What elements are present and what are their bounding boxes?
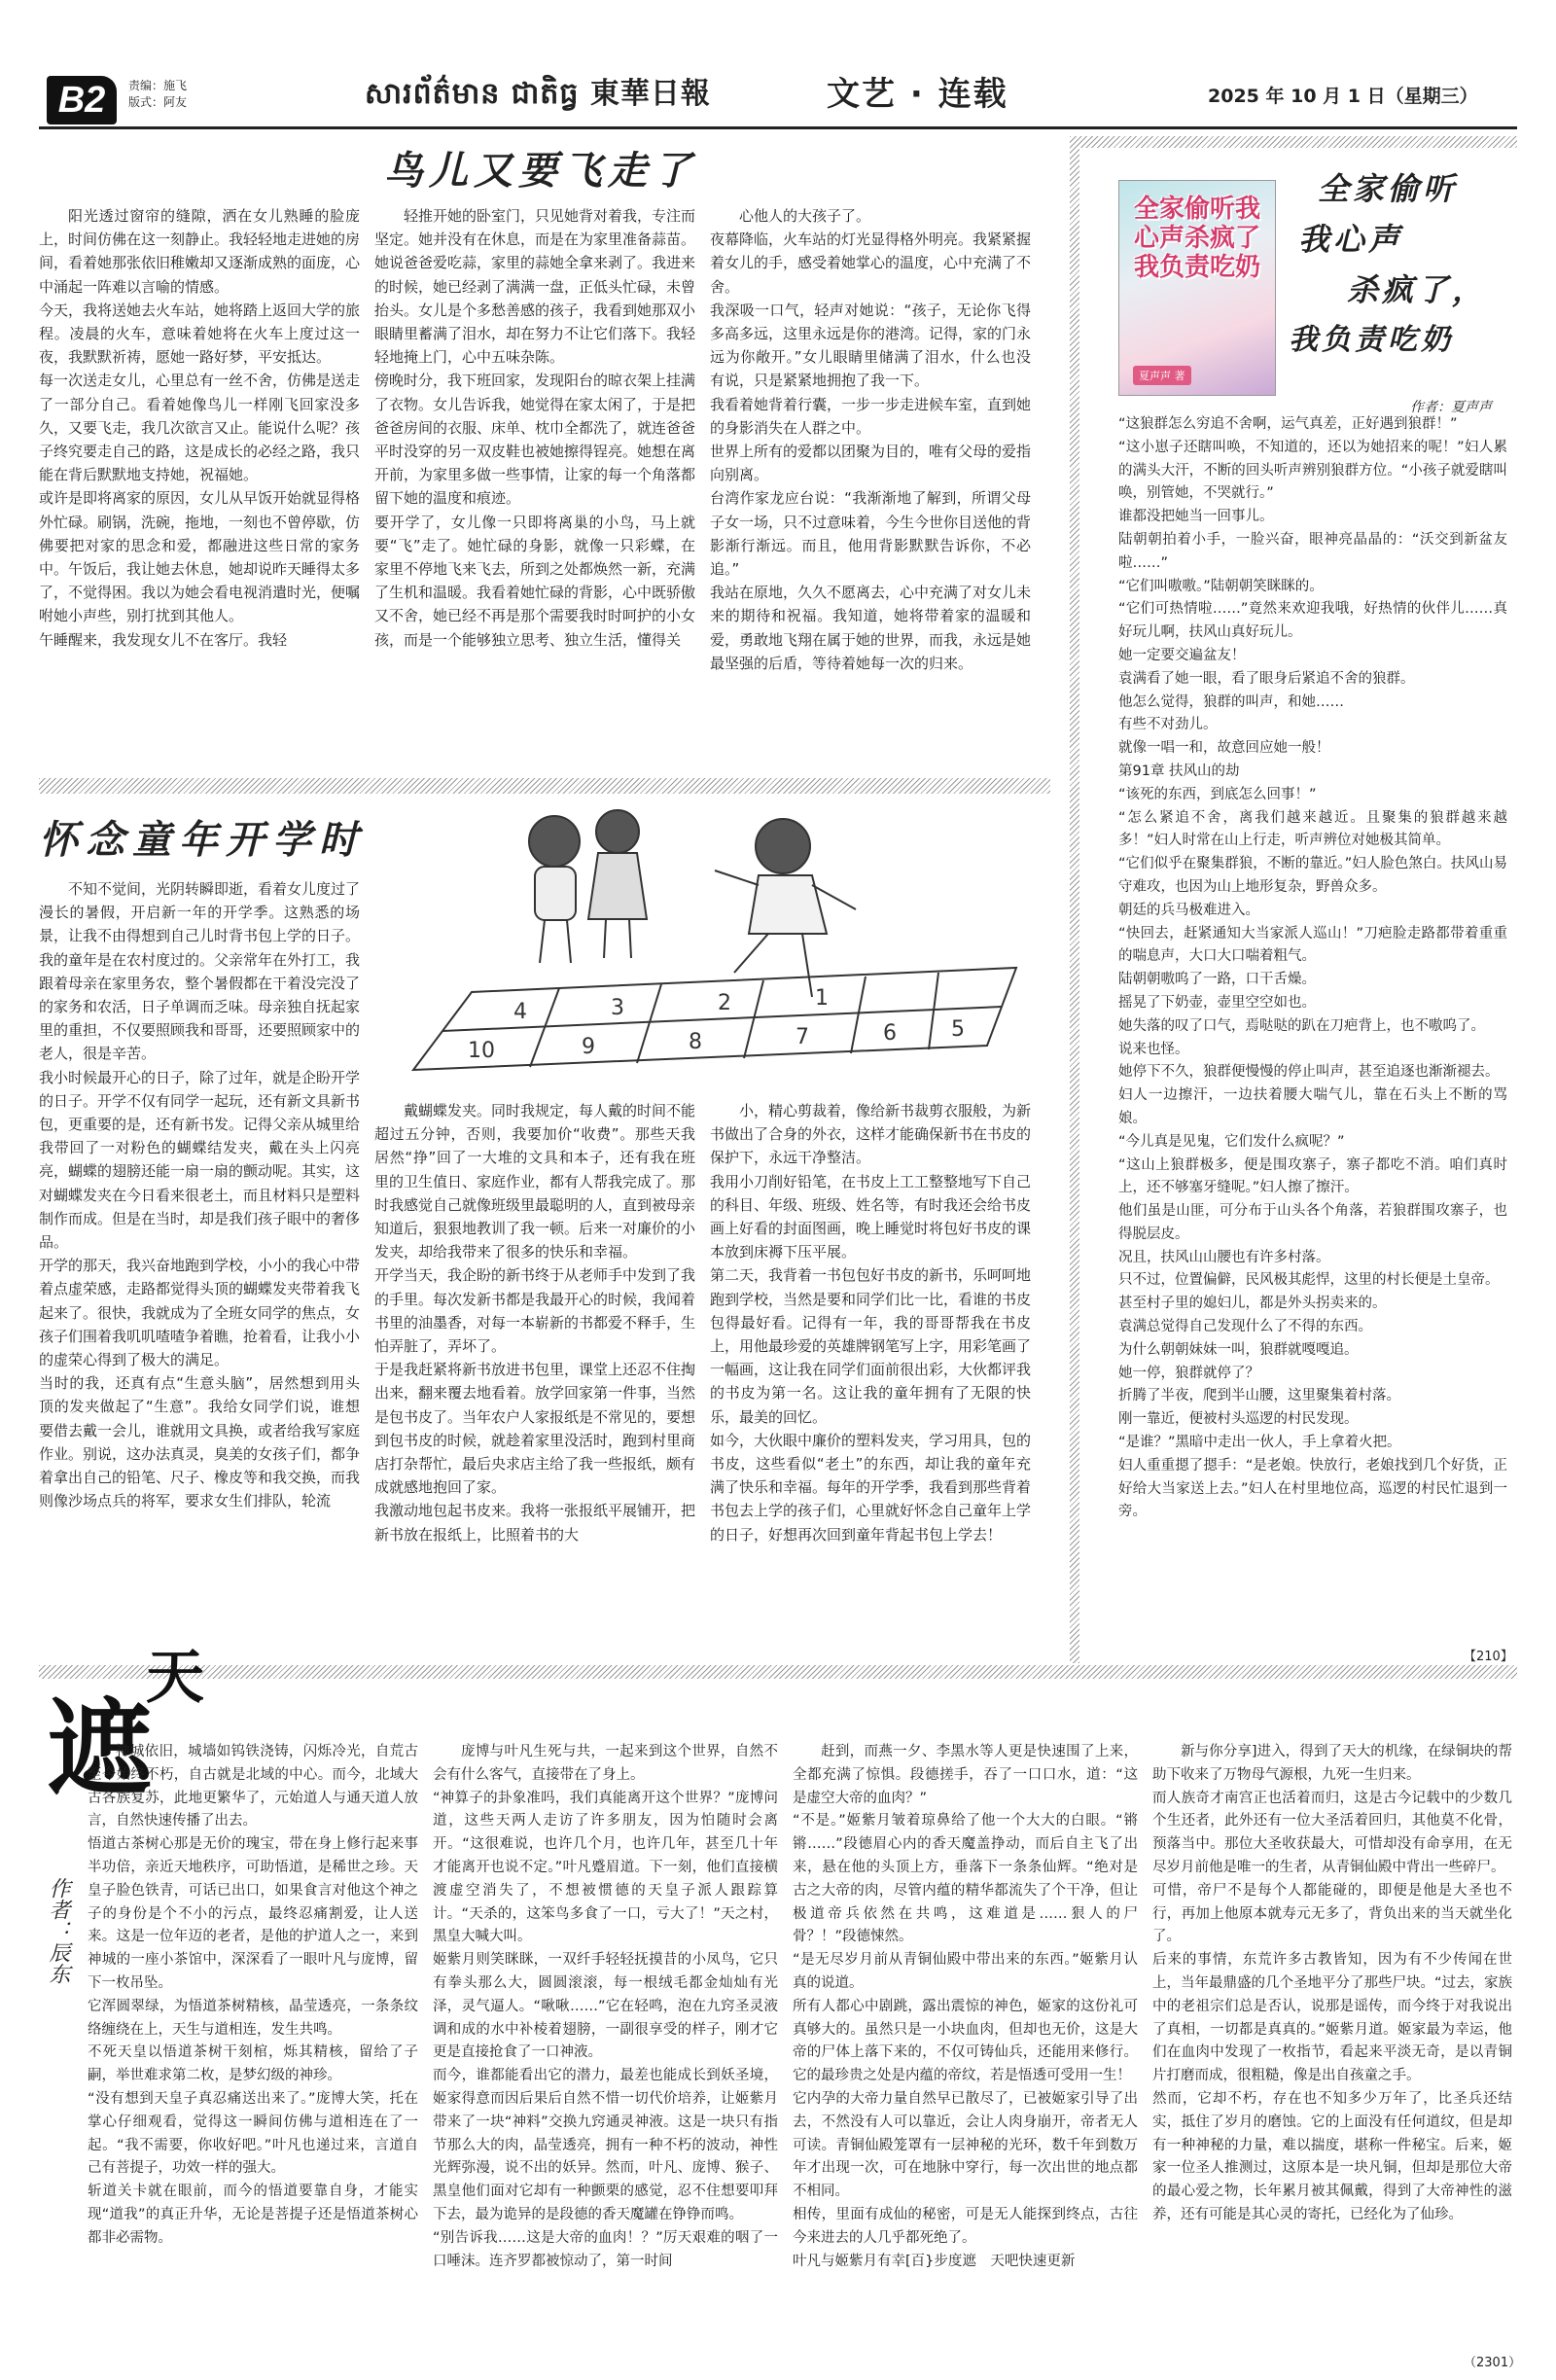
serial-title-line: 全家偷听 xyxy=(1318,170,1459,207)
sidebar-border-left xyxy=(1070,136,1079,1663)
hopscotch-number: 9 xyxy=(582,1035,595,1059)
editor-credits xyxy=(128,78,187,111)
article-title: 鸟儿又要飞走了 xyxy=(384,148,697,194)
serial-installment-code: 【210】 xyxy=(1464,1650,1513,1664)
article1-column-2 xyxy=(374,204,695,780)
article2-column-1 xyxy=(39,877,360,1655)
serial-title-small: 天 xyxy=(146,1644,204,1712)
newspaper-masthead: សារព័ត៌មាន ជាតិធ្វ 東華日報 xyxy=(365,77,711,111)
article3-column-4 xyxy=(1152,1741,1512,2344)
article1-column-1 xyxy=(39,204,360,780)
article2-column-2 xyxy=(374,1099,695,1655)
serial-author: 作者：夏声声 xyxy=(1410,400,1492,415)
article-title: 怀念童年开学时 xyxy=(39,817,366,863)
child-figure-2 xyxy=(588,810,647,958)
article3-column-1 xyxy=(88,1741,418,2344)
sidebar-border-top xyxy=(1070,136,1517,148)
article3-text: 新与你分享]进入，得到了天大的机缘，在绿铜块的帮助下收来了万物母气源根，九死一生归来。 而人族奇才南宫正也活着而归，这是古今记载中的少数几个生还者，此外还有一位大圣活着回归，其他莫不化骨，预落当中。那位大圣收获最大，可惜却没有命享用，在无尽岁月前他是唯一的生者，从青铜仙殿中背出一些碎尸。 可惜，帝尸不是每个人都能碰的，即便是他是大圣也不行，再加上他原本就寿元无多了，背负出来的当天就坐化了。 后来的事情，东荒许多古教皆知，因为有不少传闻在世上，当年最鼎盛的几个圣地平分了那些尸块。“过去，家族中的老祖宗们总是否认，说那是谣传，而今终于对我说出了真相，一切都是真真的。”姬紫月道。姬家最为幸运，他们在血肉中发现了一枚指节，看起来平淡无奇，是以青铜片打磨而成，很粗糙，像是出自孩童之手。 然而，它却不朽，存在也不知多少万年了，比圣兵还结实，抵住了岁月的磨蚀。它的上面没有任何道纹，但是却有一种神秘的力量，难以揣度，堪称一件秘宝。后来，姬家一位圣人推测过，这原本是一块凡铜，但却是那位大帝的最心爱之物，长年累月被其佩戴，得到了大帝神性的滋养，还有可能是其心灵的寄托，已经化为了仙珍。 xyxy=(1152,1744,1512,2222)
serial-title-line: 我负责吃奶 xyxy=(1289,323,1454,357)
serial-author-vertical: 作者：辰东 xyxy=(46,1877,70,1984)
cover-title: 全家偷听我心声杀疯了我负责吃奶 xyxy=(1133,195,1260,282)
serial-text: “这狼群怎么穷追不舍啊，运气真差，正好遇到狼群！” “这小崽子还瞎叫唤，不知道的，还以为她招来的呢！”妇人累的满头大汗，不断的回头听声辨别狼群方位。“小孩子就爱瞎叫唤，别管她，不哭就行。” 谁都没把她当一回事儿。 陆朝朝拍着小手，一脸兴奋，眼神亮晶晶的：“沃交到新盆友啦……” “它们叫嗷嗷。”陆朝朝笑眯眯的。 “它们可热情啦……”竟然来欢迎我哦，好热情的伙伴儿……真好玩儿啊，扶风山真好玩儿。 她一定要交遍盆友！ 袁满看了她一眼，看了眼身后紧追不舍的狼群。 他怎么觉得，狼群的叫声，和她…… 有些不对劲儿。 就像一唱一和，故意回应她一般！ 第91章 扶风山的劫 “该死的东西，到底怎么回事！” “怎么紧追不舍，离我们越来越近。且聚集的狼群越来越多！”妇人时常在山上行走，听声辨位对她极其简单。 “它们似乎在聚集群狼，不断的靠近。”妇人脸色煞白。扶风山易守难攻，也因为山上地形复杂，野兽众多。 朝廷的兵马极难进入。 “快回去，赶紧通知大当家派人巡山！”刀疤脸走路都带着重重的喘息声，大口大口喘着粗气。 陆朝朝嗷呜了一路，口干舌燥。 摇晃了下奶壶，壶里空空如也。 她失落的叹了口气，焉哒哒的趴在刀疤背上，也不嗷呜了。 说来也怪。 她停下不久，狼群便慢慢的停止叫声，甚至追逐也渐渐褪去。 妇人一边擦汗，一边扶着腰大喘气儿，靠在石头上不断的骂娘。 “今儿真是见鬼，它们发什么疯呢？” “这山上狼群极多，便是围攻寨子，寨子都吃不消。咱们真时上，还不够塞牙缝呢。”妇人擦了擦汗。 他们虽是山匪，可分布于山头各个角落，若狼群围攻寨子，也得脱层皮。 况且，扶风山山腰也有许多村落。 只不过，位置偏僻，民风极其彪悍，这里的村长便是土皇帝。 甚至村子里的媳妇儿，都是外头拐卖来的。 袁满总觉得自己发现什么了不得的东西。 为什么朝朝妹妹一叫，狼群就嘎嘎追。 她一停，狼群就停了？ 折腾了半夜，爬到半山腰，这里聚集着村落。 刚一靠近，便被村头巡逻的村民发现。 “是谁？”黑暗中走出一伙人，手上拿着火把。 妇人重重摁了摁手：“是老娘。快放行，老娘找到几个好货，正好给大当家送上去。”妇人在村里地位高，巡逻的村民忙退到一旁。 xyxy=(1118,416,1507,1520)
child-figure-1 xyxy=(529,816,580,963)
article3-text: 赶到，而燕一夕、李黑水等人更是快速围了上来，全都充满了惊惧。段德搓手，吞了一口口水，道：“这是虚空大帝的血肉？” “不是。”姬紫月皱着琼鼻给了他一个大大的白眼。“锵锵……”段德眉心内的香天魔盖挣动，而后自主飞了出来，悬在他的头顶上方，垂落下一条条仙辉。“绝对是古之大帝的肉，尽管内蕴的精华都流失了个干净，但让极道帝兵依然在共鸣，这难道是……狠人的尸骨？！”段德悚然。 “是无尽岁月前从青铜仙殿中带出来的东西。”姬紫月认真的说道。 所有人都心中剧跳，露出震惊的神色，姬家的这份礼可真够大的。虽然只是一小块血肉，但却也无价，这是大帝的尸体上落下来的，不仅可铸仙兵，还能用来修行。它的最珍贵之处是内蕴的帝纹，若是悟透可受用一生！ 它内孕的大帝力量自然早已散尽了，已被姬家引导了出去，不然没有人可以靠近，会让人肉身崩开，帝者无人可读。青铜仙殿笼罩有一层神秘的光环，数千年到数万年才出现一次，可在地脉中穿行，每一次出世的地点都不相同。 相传，里面有成仙的秘密，可是无人能探到终点，古往今来进去的人几乎都死绝了。 叶凡与姬紫月有幸[百}步度遮 天吧快速更新 xyxy=(793,1744,1138,2269)
article2-text: 小，精心剪裁着，像给新书裁剪衣服般，为新书做出了合身的外衣，这样才能确保新书在书皮的保护下，永远干净整洁。 我用小刀削好铅笔，在书皮上工工整整地写下自己的科目、年级、班级、姓名等，有时我还会给书皮画上好看的封面图画，晚上睡觉时将包好书皮的课本放到床褥下压平展。 第二天，我背着一书包包好书皮的新书，乐呵呵地跑到学校，当然是要和同学们比一比，看谁的书皮包得最好看。记得有一年，我的哥哥帮我在书皮上，用他最珍爱的英雄牌钢笔写上字，用彩笔画了一幅画，这让我在同学们面前很出彩，大伙都评我的书皮为第一名。这让我的童年拥有了无限的快乐，最美的回忆。 如今，大伙眼中廉价的塑料发夹，学习用具，包的书皮，这些看似“老土”的东西，却让我的童年充满了快乐和幸福。每年的开学季，我看到那些背着书包去上学的孩子们，心里就好怀念自己童年上学的日子，好想再次回到童年背起书包上学去！ xyxy=(710,1102,1031,1544)
section-title: 文艺 · 连载 xyxy=(827,75,1008,114)
header-rule xyxy=(39,126,1517,129)
article2-column-3 xyxy=(710,1099,1031,1655)
cover-author-badge: 夏声声 著 xyxy=(1133,366,1191,385)
hopscotch-grid xyxy=(413,968,1016,1070)
article3-text: 神城依旧，城墙如钨铁浇铸，闪烁冷光，自荒古至今始终不朽，自古就是北域的中心。而今，北域大古各族复苏，此地更繁华了，元始道人与通天道人放言，自然快速传播了出去。 悟道古茶树心那是无价的瑰宝，带在身上修行起来事半功倍，亲近天地秩序，可助悟道，是稀世之珍。天皇子脸色铁青，可话已出口，如果食言对他这个神之子的身份是个不小的污点，最终忍痛割爱，让人送来。这是一位年迈的老者，是他的护道人之一，来到神城的一座小茶馆中，深深看了一眼叶凡与庞博，留下一枚吊坠。 它浑圆翠绿，为悟道茶树精核，晶莹透亮，一条条纹络缠绕在上，天生与道相连，发生共鸣。 不死天皇以悟道茶树干刻棺，烁其精核，留给了子嗣，举世难求第二枚，是梦幻级的神珍。 “没有想到天皇子真忍痛送出来了。”庞博大笑，托在掌心仔细观看，觉得这一瞬间仿佛与道相连在了一起。“我不需要，你收好吧。”叶凡也递过来，言道自己有菩提子，功效一样的强大。 斩道关卡就在眼前，而今的悟道要靠自身，才能实现“道我”的真正升华，无论是菩提子还是悟道茶树心都非必需物。 xyxy=(88,1744,418,2246)
serial-title-line: 我心声 xyxy=(1298,221,1404,258)
layout-name: 版式：阿友 xyxy=(128,95,188,109)
article2-text: 不知不觉间，光阴转瞬即逝，看着女儿度过了漫长的暑假，开启新一年的开学季。这熟悉的场景，让我不由得想到自己儿时背书包上学的日子。 我的童年是在农村度过的。父亲常年在外打工，我跟着母亲在家里务农，整个暑假都在干着没完没了的家务和农活，日子单调而乏味。母亲独自抚起家里的重担，不仅要照顾我和哥哥，还要照顾家中的老人，很是辛苦。 我小时候最开心的日子，除了过年，就是企盼开学的日子。开学不仅有同学一起玩，还有新文具新书包，更重要的是，还有新书发。记得父亲从城里给我带回了一对粉色的蝴蝶结发夹，戴在头上闪亮亮，蝴蝶的翅膀还能一扇一扇的颤动呢。其实，这对蝴蝶发夹在今日看来很老土，而且材料只是塑料制作而成。但是在当时，却是我们孩子眼中的奢侈品。 开学的那天，我兴奋地跑到学校，小小的我心中带着点虚荣感，走路都觉得头顶的蝴蝶发夹带着我飞起来了。很快，我就成为了全班女同学的焦点，女孩子们围着我叽叽喳喳争着瞧，抢着看，让我小小的虚荣心得到了极大的满足。 当时的我，还真有点“生意头脑”，居然想到用头顶的发夹做起了“生意”。我给女同学们说，谁想要借去戴一会儿，谁就用文具换，或者给我写家庭作业。别说，这办法真灵，臭美的女孩子们，都争着拿出自己的铅笔、尺子、橡皮等和我交换，而我则像沙场点兵的将军，要求女生们排队，轮流 xyxy=(39,880,360,1510)
article2-text: 戴蝴蝶发夹。同时我规定，每人戴的时间不能超过五分钟，否则，我要加价“收费”。那些天我居然“挣”回了一大堆的文具和本子，还有我在班里的卫生值日、家庭作业，都有人帮我完成了。那时我感觉自己就像班级里最聪明的人，直到被母亲知道后，狠狠地教训了我一顿。后来一对廉价的小发夹，却给我带来了很多的快乐和幸福。 开学当天，我企盼的新书终于从老师手中发到了我的手里。每次发新书都是我最开心的时候，我闻着书里的油墨香，对每一本崭新的书都爱不释手，生怕弄脏了，弄坏了。 于是我赶紧将新书放进书包里，课堂上还忍不住掏出来，翻来覆去地看着。放学回家第一件事，当然是包书皮了。当年农户人家报纸是不常见的，要想到包书皮的时候，就趁着家里没活时，跑到村里商店打杂帮忙，最后央求店主给了我一些报纸，颇有成就感地抱回了家。 我激动地包起书皮来。我将一张报纸平展铺开，把新书放在报纸上，比照着书的大 xyxy=(374,1102,695,1544)
bottom-section-divider xyxy=(39,1665,1517,1679)
article3-column-3 xyxy=(793,1741,1138,2344)
hopscotch-number: 4 xyxy=(513,1000,527,1024)
hopscotch-number: 10 xyxy=(468,1039,495,1063)
hopscotch-number: 2 xyxy=(718,991,731,1015)
article1-text: 心他人的大孩子了。 夜幕降临，火车站的灯光显得格外明亮。我紧紧握着女儿的手，感受着她掌心的温度，心中充满了不舍。 我深吸一口气，轻声对她说：“孩子，无论你飞得多高多远，这里永远是你的港湾。记得，家的门永远为你敞开。”女儿眼睛里储满了泪水，什么也没有说，只是紧紧地拥抱了我一下。 我看着她背着行囊，一步一步走进候车室，直到她的身影消失在人群之中。 世界上所有的爱都以团聚为目的，唯有父母的爱指向别离。 台湾作家龙应台说：“我渐渐地了解到，所谓父母子女一场，只不过意味着，今生今世你目送他的背影渐行渐远。而且，他用背影默默告诉你，不必追。” 我站在原地，久久不愿离去，心中充满了对女儿未来的期待和祝福。我知道，她将带着家的温暖和爱，勇敢地飞翔在属于她的世界，而我，永远是她最坚强的后盾，等待着她每一次的归来。 xyxy=(710,207,1031,672)
section-divider xyxy=(39,778,1050,794)
page-number-badge: B2 xyxy=(47,76,117,124)
article3-text: 庞博与叶凡生死与共，一起来到这个世界，自然不会有什么客气，直接带在了身上。 “神算子的卦象准吗，我们真能离开这个世界？”庞博问道，这些天两人走访了许多朋友，因为怕随时会离开。“这很难说，也许几个月，也许几年，甚至几十年才能离开也说不定。”叶凡蹙眉道。下一刻，他们直接横渡虚空消失了，不想被惯德的天皇子派人跟踪算计。“天杀的，这笨鸟多食了一口，亏大了！”天之村，黑皇大喊大叫。 姬紫月则笑眯眯，一双纤手轻轻抚摸昔的小凤鸟，它只有拳头那么大，圆圆滚滚，每一根绒毛都金灿灿有光泽，灵气逼人。“啾啾……”它在轻鸣，泡在九窍圣灵液调和成的水中补棱着翅膀，一副很享受的样子，刚才它更是直接抢食了一口神液。 而今，谁都能看出它的潜力，最差也能成长到妖圣境，姬家得意而因后果后自然不惜一切代价培养，让姬紫月带来了一块“神料”交换九窍通灵神液。这是一块只有指节那么大的肉，晶莹透亮，拥有一种不朽的波动，神性光辉弥漫，说不出的妖异。然而，叶凡、庞博、猴子、黑皇他们面对它却有一种颤栗的感觉，忍不住想要叩拜下去，最为诡异的是段德的香天魔罐在铮铮而鸣。 “别告诉我……这是大帝的血肉！？”厉天艰难的咽了一口唾沫。连齐罗都被惊动了，第一时间 xyxy=(433,1744,778,2269)
editor-name: 责编：施飞 xyxy=(128,79,188,92)
article1-text: 轻推开她的卧室门，只见她背对着我，专注而坚定。她并没有在休息，而是在为家里准备蒜苗。她说爸爸爱吃蒜，家里的蒜她全拿来剥了。我进来的时候，她已经剥了满满一盘，正低头忙碌，未曾抬头。女儿是个多愁善感的孩子，我看到她那双小眼睛里蓄满了泪水，却在努力不让它们落下。我轻轻地掩上门，心中五味杂陈。 傍晚时分，我下班回家，发现阳台的晾衣架上挂满了衣物。女儿告诉我，她觉得在家太闲了，于是把爸爸房间的衣服、床单、枕巾全都洗了，就连爸爸平时没穿的另一双皮鞋也被她擦得锃亮。她想在离开前，为家里多做一些事情，让家的每一个角落都留下她的温度和痕迹。 要开学了，女儿像一只即将离巢的小鸟，马上就要“飞”走了。她忙碌的身影，就像一只彩蝶，在家里不停地飞来飞去，所到之处都焕然一新，充满了生机和温暖。我看着她忙碌的背影，心中既骄傲又不舍，她已经不再是那个需要我时时呵护的小女孩，而是一个能够独立思考、独立生活，懂得关 xyxy=(374,207,695,649)
book-cover-image xyxy=(1118,180,1276,396)
hopscotch-number: 3 xyxy=(611,996,624,1020)
serial-installment-code: （2301） xyxy=(1464,2356,1522,2370)
hopscotch-number: 1 xyxy=(815,986,829,1011)
serial-body xyxy=(1118,413,1507,1644)
hopscotch-number: 7 xyxy=(796,1025,809,1049)
serial-title-big: 遮 xyxy=(47,1687,153,1810)
article1-text: 阳光透过窗帘的缝隙，洒在女儿熟睡的脸庞上，时间仿佛在这一刻静止。我轻轻地走进她的房间，看着她那张依旧稚嫩却又逐渐成熟的面庞，心中涌起一阵难以言喻的情感。 今天，我将送她去火车站，她将踏上返回大学的旅程。凌晨的火车，意味着她将在火车上度过这一夜，我默默祈祷，愿她一路好梦，平安抵达。 每一次送走女儿，心里总有一丝不舍，仿佛是送走了一部分自己。看着她像鸟儿一样刚飞回家没多久，又要飞走，我几次欲言又止。能说什么呢？孩子终究要走自己的路，这是成长的必经之路，我只能在背后默默地支持她，祝福她。 或许是即将离家的原因，女儿从早饭开始就显得格外忙碌。刷锅，洗碗，拖地，一刻也不曾停歇，仿佛要把对家的思念和爱，都融进这些日常的家务中。午饭后，我让她去休息，她却说昨天睡得太多了，不觉得困。我以为她会看电视消遣时光，便嘱咐她小声些，别打扰到其他人。 午睡醒来，我发现女儿不在客厅。我轻 xyxy=(39,207,360,649)
child-figure-3 xyxy=(715,819,856,997)
issue-date: 2025 年 10 月 1 日（星期三） xyxy=(1208,86,1478,107)
article1-column-3 xyxy=(710,204,1031,780)
hopscotch-number: 8 xyxy=(689,1030,702,1054)
hopscotch-number: 5 xyxy=(951,1017,965,1042)
hopscotch-number: 6 xyxy=(883,1021,897,1046)
article3-column-2 xyxy=(433,1741,778,2344)
serial-title xyxy=(1289,163,1512,366)
serial-title-line: 杀疯了， xyxy=(1347,271,1488,308)
hopscotch-illustration xyxy=(384,802,1045,1094)
